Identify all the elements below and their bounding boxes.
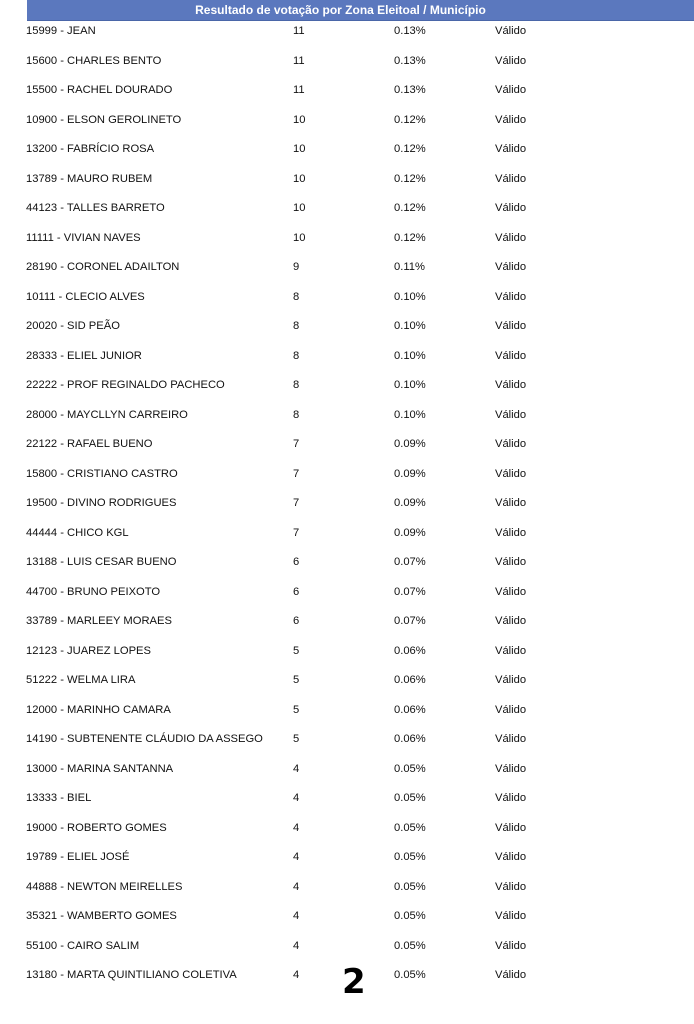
votes-cell: 6 bbox=[293, 556, 300, 568]
table-row bbox=[0, 548, 694, 578]
status-cell: Válido bbox=[495, 349, 527, 362]
table-row bbox=[0, 489, 694, 519]
candidate-cell: 55100 - CAIRO SALIM bbox=[26, 939, 140, 952]
votes-cell: 10 bbox=[293, 202, 306, 214]
table-row bbox=[0, 666, 694, 696]
percent-cell: 0.05% bbox=[394, 792, 426, 804]
status-cell: Válido bbox=[495, 821, 527, 834]
table-row bbox=[0, 17, 694, 47]
votes-cell: 4 bbox=[293, 969, 300, 981]
table-row bbox=[0, 460, 694, 490]
candidate-cell: 12123 - JUAREZ LOPES bbox=[26, 644, 151, 657]
table-row bbox=[0, 814, 694, 844]
table-row bbox=[0, 637, 694, 667]
candidate-cell: 44123 - TALLES BARRETO bbox=[26, 202, 165, 214]
votes-cell: 8 bbox=[293, 379, 300, 391]
table-row bbox=[0, 135, 694, 165]
candidate-cell: 15999 - JEAN bbox=[26, 25, 96, 37]
votes-cell: 11 bbox=[293, 54, 305, 67]
percent-cell: 0.05% bbox=[394, 851, 426, 863]
candidate-cell: 12000 - MARINHO CAMARA bbox=[26, 703, 171, 716]
votes-cell: 4 bbox=[293, 851, 300, 863]
status-cell: Válido bbox=[495, 408, 527, 421]
votes-cell: 5 bbox=[293, 733, 300, 745]
votes-cell: 5 bbox=[293, 644, 300, 657]
percent-cell: 0.05% bbox=[394, 762, 426, 775]
page-number: 2 bbox=[342, 962, 366, 1002]
table-row bbox=[0, 283, 694, 313]
percent-cell: 0.12% bbox=[394, 231, 426, 244]
status-cell: Válido bbox=[495, 497, 527, 509]
status-cell: Válido bbox=[495, 939, 527, 952]
candidate-cell: 33789 - MARLEEY MORAES bbox=[26, 615, 172, 627]
candidate-cell: 13200 - FABRÍCIO ROSA bbox=[26, 143, 155, 155]
votes-cell: 7 bbox=[293, 438, 300, 450]
table-row bbox=[0, 194, 694, 224]
votes-cell: 10 bbox=[293, 143, 306, 155]
table-row bbox=[0, 312, 694, 342]
percent-cell: 0.07% bbox=[394, 585, 426, 598]
votes-cell: 10 bbox=[293, 172, 306, 185]
percent-cell: 0.13% bbox=[394, 25, 426, 37]
table-row bbox=[0, 342, 694, 372]
table-row bbox=[0, 253, 694, 283]
votes-cell: 11 bbox=[293, 84, 305, 96]
percent-cell: 0.10% bbox=[394, 349, 426, 362]
status-cell: Válido bbox=[495, 290, 527, 303]
candidate-cell: 10900 - ELSON GEROLINETO bbox=[26, 113, 182, 126]
status-cell: Válido bbox=[495, 54, 527, 67]
votes-cell: 10 bbox=[293, 113, 306, 126]
percent-cell: 0.10% bbox=[394, 408, 426, 421]
status-cell: Válido bbox=[495, 762, 527, 775]
percent-cell: 0.13% bbox=[394, 54, 426, 67]
votes-cell: 5 bbox=[293, 674, 300, 686]
status-cell: Válido bbox=[495, 143, 527, 155]
percent-cell: 0.05% bbox=[394, 939, 426, 952]
votes-cell: 6 bbox=[293, 585, 300, 598]
table-row bbox=[0, 224, 694, 254]
votes-cell: 8 bbox=[293, 320, 300, 332]
status-cell: Válido bbox=[495, 585, 527, 598]
votes-cell: 5 bbox=[293, 703, 300, 716]
table-row bbox=[0, 76, 694, 106]
status-cell: Válido bbox=[495, 674, 527, 686]
status-cell: Válido bbox=[495, 644, 527, 657]
candidate-cell: 35321 - WAMBERTO GOMES bbox=[26, 910, 177, 922]
votes-cell: 11 bbox=[293, 25, 305, 37]
percent-cell: 0.10% bbox=[394, 320, 426, 332]
table-row bbox=[0, 725, 694, 755]
candidate-cell: 28000 - MAYCLLYN CARREIRO bbox=[26, 408, 188, 421]
percent-cell: 0.10% bbox=[394, 290, 426, 303]
candidate-cell: 19789 - ELIEL JOSÉ bbox=[26, 851, 130, 863]
candidate-cell: 20020 - SID PEÃO bbox=[26, 320, 120, 332]
candidate-cell: 28190 - CORONEL ADAILTON bbox=[26, 261, 180, 273]
table-row bbox=[0, 932, 694, 962]
percent-cell: 0.06% bbox=[394, 703, 426, 716]
status-cell: Válido bbox=[495, 202, 527, 214]
table-row bbox=[0, 578, 694, 608]
status-cell: Válido bbox=[495, 526, 527, 539]
status-cell: Válido bbox=[495, 84, 527, 96]
table-row bbox=[0, 755, 694, 785]
table-row bbox=[0, 47, 694, 77]
status-cell: Válido bbox=[495, 172, 527, 185]
status-cell: Válido bbox=[495, 703, 527, 716]
percent-cell: 0.09% bbox=[394, 526, 426, 539]
candidate-cell: 13333 - BIEL bbox=[26, 792, 92, 804]
candidate-cell: 10111 - CLECIO ALVES bbox=[26, 290, 145, 303]
percent-cell: 0.11% bbox=[394, 261, 425, 273]
candidate-cell: 13188 - LUIS CESAR BUENO bbox=[26, 556, 177, 568]
percent-cell: 0.07% bbox=[394, 556, 426, 568]
votes-cell: 4 bbox=[293, 762, 300, 775]
table-row bbox=[0, 430, 694, 460]
candidate-cell: 22222 - PROF REGINALDO PACHECO bbox=[26, 379, 225, 391]
candidate-cell: 15800 - CRISTIANO CASTRO bbox=[26, 467, 178, 480]
status-cell: Válido bbox=[495, 467, 527, 480]
status-cell: Válido bbox=[495, 438, 527, 450]
candidate-cell: 11111 - VIVIAN NAVES bbox=[26, 231, 141, 244]
table-row bbox=[0, 696, 694, 726]
status-cell: Válido bbox=[495, 379, 527, 391]
table-row bbox=[0, 165, 694, 195]
status-cell: Válido bbox=[495, 910, 527, 922]
candidate-cell: 51222 - WELMA LIRA bbox=[26, 674, 136, 686]
table-row bbox=[0, 519, 694, 549]
votes-cell: 4 bbox=[293, 910, 300, 922]
table-row bbox=[0, 607, 694, 637]
candidate-cell: 44888 - NEWTON MEIRELLES bbox=[26, 880, 183, 893]
percent-cell: 0.13% bbox=[394, 84, 426, 96]
votes-cell: 4 bbox=[293, 821, 300, 834]
candidate-cell: 44700 - BRUNO PEIXOTO bbox=[26, 585, 161, 598]
percent-cell: 0.12% bbox=[394, 172, 426, 185]
status-cell: Válido bbox=[495, 556, 527, 568]
candidate-cell: 28333 - ELIEL JUNIOR bbox=[26, 349, 142, 362]
votes-cell: 4 bbox=[293, 880, 300, 893]
percent-cell: 0.09% bbox=[394, 497, 426, 509]
status-cell: Válido bbox=[495, 969, 527, 981]
percent-cell: 0.06% bbox=[394, 733, 426, 745]
votes-cell: 8 bbox=[293, 408, 300, 421]
percent-cell: 0.05% bbox=[394, 969, 426, 981]
table-row bbox=[0, 843, 694, 873]
votes-cell: 9 bbox=[293, 261, 300, 273]
table-row bbox=[0, 784, 694, 814]
votes-cell: 7 bbox=[293, 497, 300, 509]
candidate-cell: 22122 - RAFAEL BUENO bbox=[26, 438, 153, 450]
percent-cell: 0.06% bbox=[394, 644, 426, 657]
status-cell: Válido bbox=[495, 261, 527, 273]
status-cell: Válido bbox=[495, 851, 527, 863]
percent-cell: 0.07% bbox=[394, 615, 426, 627]
candidate-cell: 44444 - CHICO KGL bbox=[26, 526, 129, 539]
status-cell: Válido bbox=[495, 792, 527, 804]
status-cell: Válido bbox=[495, 231, 527, 244]
candidate-cell: 19500 - DIVINO RODRIGUES bbox=[26, 497, 177, 509]
table-row bbox=[0, 401, 694, 431]
table-row bbox=[0, 873, 694, 903]
votes-cell: 4 bbox=[293, 792, 300, 804]
candidate-cell: 15500 - RACHEL DOURADO bbox=[26, 84, 173, 96]
votes-cell: 6 bbox=[293, 615, 300, 627]
results-table bbox=[0, 17, 694, 991]
status-cell: Válido bbox=[495, 880, 527, 893]
percent-cell: 0.05% bbox=[394, 910, 426, 922]
table-title: Resultado de votação por Zona Eleitoal / Município bbox=[27, 0, 694, 21]
candidate-cell: 13180 - MARTA QUINTILIANO COLETIVA bbox=[26, 969, 237, 981]
status-cell: Válido bbox=[495, 113, 527, 126]
percent-cell: 0.06% bbox=[394, 674, 426, 686]
percent-cell: 0.12% bbox=[394, 202, 426, 214]
percent-cell: 0.12% bbox=[394, 143, 426, 155]
votes-cell: 7 bbox=[293, 526, 300, 539]
table-row bbox=[0, 902, 694, 932]
status-cell: Válido bbox=[495, 733, 527, 745]
votes-cell: 7 bbox=[293, 467, 300, 480]
candidate-cell: 13000 - MARINA SANTANNA bbox=[26, 762, 174, 775]
percent-cell: 0.12% bbox=[394, 113, 426, 126]
percent-cell: 0.05% bbox=[394, 880, 426, 893]
status-cell: Válido bbox=[495, 25, 527, 37]
votes-cell: 4 bbox=[293, 939, 300, 952]
percent-cell: 0.09% bbox=[394, 467, 426, 480]
votes-cell: 10 bbox=[293, 231, 306, 244]
candidate-cell: 13789 - MAURO RUBEM bbox=[26, 172, 153, 185]
table-row bbox=[0, 106, 694, 136]
candidate-cell: 14190 - SUBTENENTE CLÁUDIO DA ASSEGO bbox=[26, 733, 263, 745]
candidate-cell: 15600 - CHARLES BENTO bbox=[26, 54, 162, 67]
percent-cell: 0.09% bbox=[394, 438, 426, 450]
percent-cell: 0.10% bbox=[394, 379, 426, 391]
votes-cell: 8 bbox=[293, 349, 300, 362]
status-cell: Válido bbox=[495, 615, 527, 627]
status-cell: Válido bbox=[495, 320, 527, 332]
table-row bbox=[0, 371, 694, 401]
candidate-cell: 19000 - ROBERTO GOMES bbox=[26, 821, 167, 834]
percent-cell: 0.05% bbox=[394, 821, 426, 834]
votes-cell: 8 bbox=[293, 290, 300, 303]
